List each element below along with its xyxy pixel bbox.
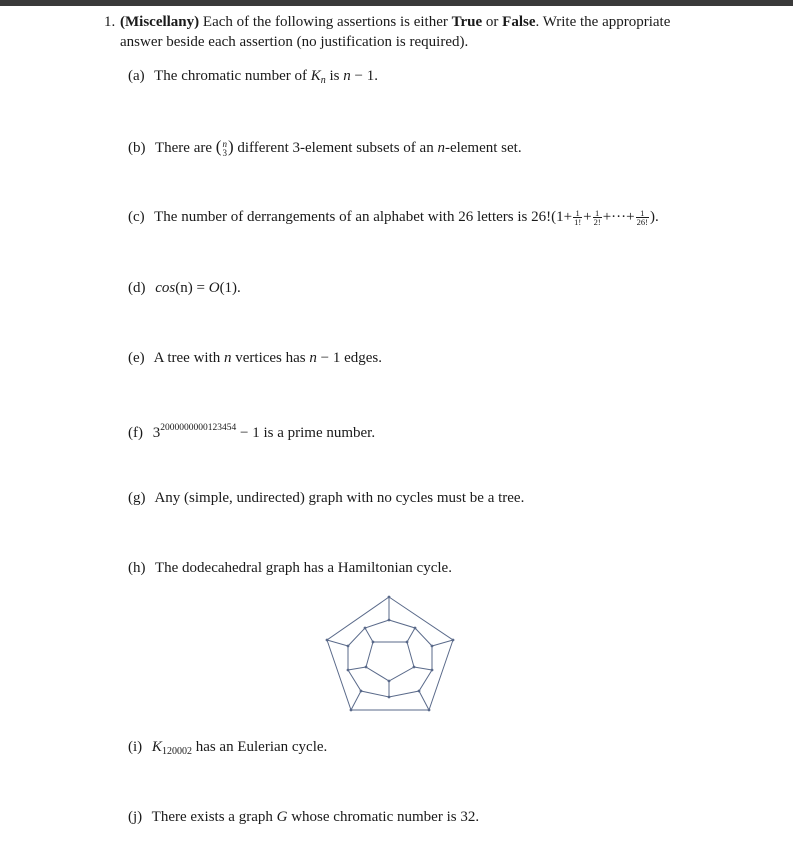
math-exponent: 2000000000123454 bbox=[160, 423, 237, 433]
label-g: (g) bbox=[128, 490, 146, 506]
middle-decagon bbox=[348, 620, 432, 697]
edge bbox=[407, 628, 415, 642]
text-e-mid: vertices has bbox=[235, 350, 306, 366]
text-a-mid: is bbox=[329, 68, 340, 84]
assertion-d bbox=[128, 278, 241, 298]
binom-top: n bbox=[222, 138, 227, 149]
intro-text-c: answer beside each assertion (no justification is required). bbox=[120, 34, 469, 50]
math-n: n bbox=[437, 140, 445, 156]
math-arg: (n) bbox=[175, 280, 193, 296]
text-g: Any (simple, undirected) graph with no cycles must be a tree. bbox=[154, 490, 525, 506]
label-d: (d) bbox=[128, 280, 146, 296]
problem-header bbox=[104, 12, 744, 52]
text-j-pre: There exists a graph bbox=[151, 809, 273, 825]
binom-bottom: 3 bbox=[222, 147, 227, 158]
plus-sign: + bbox=[583, 209, 592, 225]
text-c-mid: +···+ bbox=[602, 209, 635, 225]
math-cos: cos bbox=[155, 280, 176, 296]
true-word: True bbox=[451, 14, 483, 30]
assertion-i bbox=[128, 737, 327, 762]
math-eq: = bbox=[192, 280, 209, 296]
intro-text-b: . Write the appropriate bbox=[535, 14, 671, 30]
math-K-subscript: 120002 bbox=[161, 746, 192, 757]
assertion-g bbox=[128, 488, 524, 508]
or-word: or bbox=[485, 14, 499, 30]
assertion-e bbox=[128, 348, 382, 368]
text-j-tail: whose chromatic number is 32. bbox=[291, 809, 480, 825]
math-n: n bbox=[309, 350, 317, 366]
text-f-tail: − 1 is a prime number. bbox=[236, 425, 376, 441]
text-c-pre: The number of derrangements of an alphabet with 26 letters is 26!(1+ bbox=[154, 209, 573, 225]
assertion-f bbox=[128, 418, 375, 443]
label-j: (j) bbox=[128, 809, 143, 825]
top-bar bbox=[0, 0, 793, 6]
math-n-sub: n bbox=[320, 75, 326, 86]
dodecahedral-graph-figure bbox=[322, 594, 458, 712]
graph-edges bbox=[327, 597, 453, 710]
text-e-tail: − 1 edges. bbox=[320, 350, 383, 366]
math-G: G bbox=[276, 809, 288, 825]
edge bbox=[419, 691, 429, 710]
label-c: (c) bbox=[128, 209, 145, 225]
assertion-c bbox=[128, 207, 659, 227]
math-big-O: O bbox=[208, 280, 220, 296]
edge bbox=[327, 640, 348, 646]
math-n: n bbox=[343, 68, 351, 84]
problem-title: (Miscellany) bbox=[120, 14, 200, 30]
problem-number: 1. bbox=[104, 14, 116, 30]
math-K: K bbox=[151, 739, 162, 755]
fraction-3: $\frac{1}{26!}$ bbox=[636, 208, 648, 228]
edge bbox=[348, 667, 366, 670]
assertion-h bbox=[128, 558, 452, 578]
math-base: 3 bbox=[152, 425, 161, 441]
text-b-tail: -element set. bbox=[444, 140, 522, 156]
text-b-post: different 3-element subsets of an bbox=[237, 140, 434, 156]
math-K: K bbox=[310, 68, 321, 84]
text-d-tail: (1). bbox=[219, 280, 241, 296]
label-e: (e) bbox=[128, 350, 145, 366]
intro-text-a: Each of the following assertions is either bbox=[202, 14, 448, 30]
false-word: False bbox=[502, 14, 536, 30]
label-i: (i) bbox=[128, 739, 143, 755]
label-f: (f) bbox=[128, 425, 143, 441]
edge bbox=[365, 628, 373, 642]
label-b: (b) bbox=[128, 140, 146, 156]
math-n: n bbox=[224, 350, 232, 366]
label-h: (h) bbox=[128, 560, 146, 576]
binomial-coefficient: ( n 3 ) bbox=[215, 137, 234, 158]
text-i-tail: has an Eulerian cycle. bbox=[195, 739, 328, 755]
text-c-tail: ). bbox=[649, 209, 659, 225]
edge bbox=[351, 691, 361, 710]
text-a-tail: − 1. bbox=[354, 68, 378, 84]
assertion-b bbox=[128, 137, 522, 158]
assertion-a bbox=[128, 66, 378, 91]
text-e-pre: A tree with bbox=[153, 350, 221, 366]
assertion-j bbox=[128, 807, 479, 827]
outer-pentagon bbox=[327, 597, 453, 710]
text-h: The dodecahedral graph has a Hamiltonian cycle. bbox=[154, 560, 452, 576]
label-a: (a) bbox=[128, 68, 145, 84]
edge bbox=[432, 640, 453, 646]
inner-pentagon bbox=[366, 642, 414, 681]
graph-vertices bbox=[326, 596, 455, 712]
fraction-2: $\frac{1}{2!}$ bbox=[593, 208, 601, 228]
text-b-pre: There are bbox=[154, 140, 213, 156]
text-a-pre: The chromatic number of bbox=[154, 68, 307, 84]
fraction-1: $\frac{1}{1!}$ bbox=[574, 208, 582, 228]
edge bbox=[414, 667, 432, 670]
